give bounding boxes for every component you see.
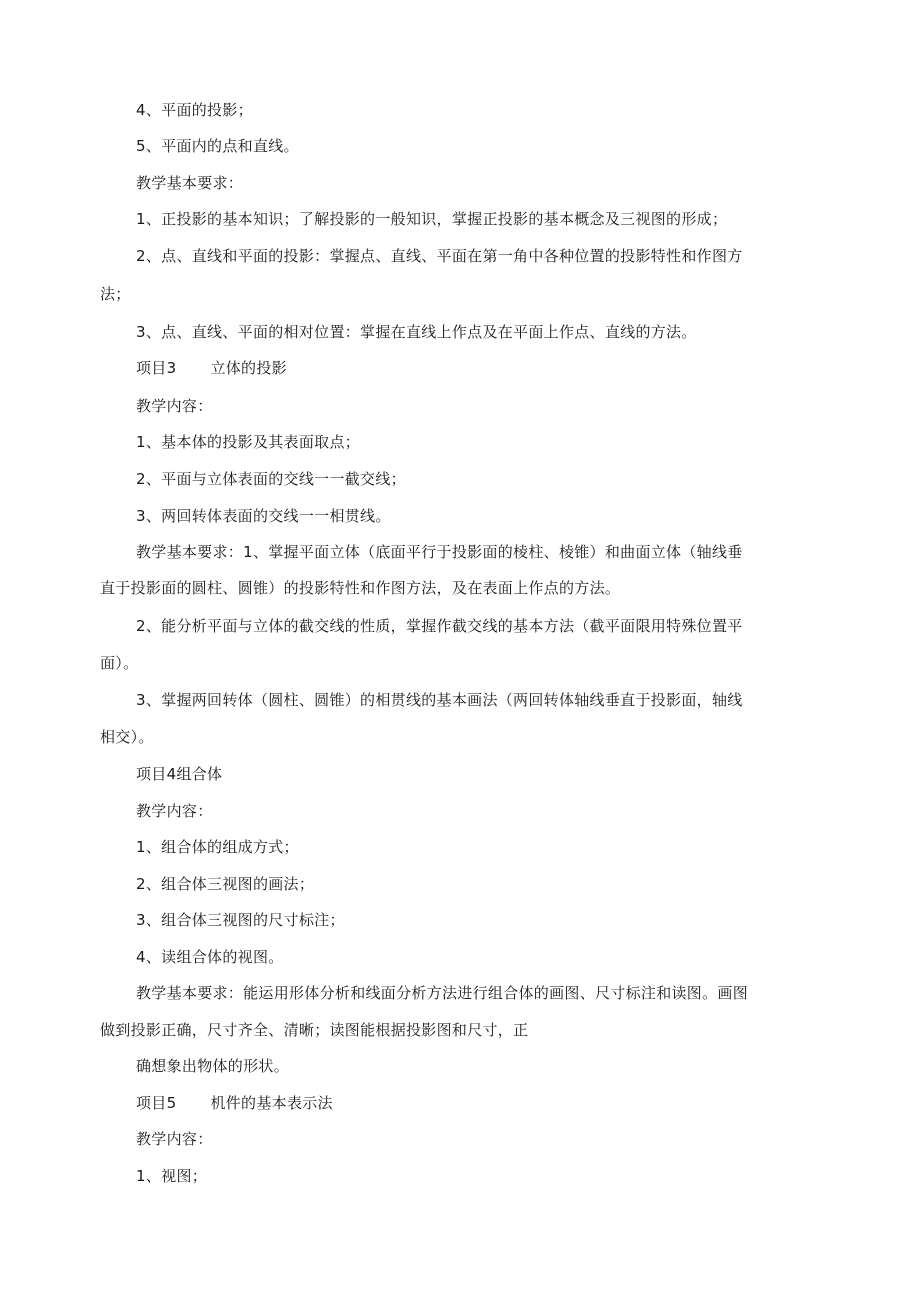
project-heading-5 (136, 1093, 816, 1113)
text-line: 1、组合体的组成方式； (136, 838, 299, 856)
text-line: 确想象出物体的形状。 (136, 1057, 290, 1075)
text-line: 1、基本体的投影及其表面取点； (136, 433, 361, 451)
text-line: 教学基本要求：能运用形体分析和线面分析方法进行组合体的画图、尺寸标注和读图。画图 (136, 984, 749, 1002)
project-heading-3 (136, 358, 816, 378)
text-line-continuation: 法； (100, 285, 131, 303)
text-line: 2、组合体三视图的画法； (136, 875, 315, 893)
text-line-continuation: 做到投影正确，尺寸齐全、清晰；读图能根据投影图和尺寸，正 (100, 1021, 529, 1039)
project-title: 立体的投影 (210, 359, 287, 377)
text-line: 4、读组合体的视图。 (136, 948, 284, 966)
project-heading-4: 项目4组合体 (136, 765, 223, 783)
text-line: 1、视图； (136, 1167, 208, 1185)
text-line: 教学基本要求：1、掌握平面立体（底面平行于投影面的棱柱、棱锥）和曲面立体（轴线垂 (136, 543, 743, 561)
text-line-continuation: 面）。 (100, 654, 139, 672)
text-line: 3、两回转体表面的交线一一相贯线。 (136, 507, 391, 525)
section-heading: 教学内容： (136, 1130, 213, 1148)
text-line-continuation: 相交）。 (100, 728, 154, 746)
text-line: 2、点、直线和平面的投影：掌握点、直线、平面在第一角中各种位置的投影特性和作图方 (136, 247, 743, 265)
text-line: 3、组合体三视图的尺寸标注； (136, 911, 345, 929)
project-title: 机件的基本表示法 (210, 1094, 333, 1112)
text-line: 2、平面与立体表面的交线一一截交线； (136, 470, 406, 488)
text-line: 4、平面的投影； (136, 101, 253, 119)
text-line-continuation: 直于投影面的圆柱、圆锥）的投影特性和作图方法，及在表面上作点的方法。 (100, 579, 621, 597)
section-heading: 教学内容： (136, 802, 213, 820)
text-line: 3、点、直线、平面的相对位置：掌握在直线上作点及在平面上作点、直线的方法。 (136, 323, 697, 341)
text-line: 1、正投影的基本知识；了解投影的一般知识，掌握正投影的基本概念及三视图的形成； (136, 210, 728, 228)
text-line: 2、能分析平面与立体的截交线的性质，掌握作截交线的基本方法（截平面限用特殊位置平 (136, 617, 743, 635)
project-label: 项目3 (136, 359, 177, 377)
project-label: 项目5 (136, 1094, 177, 1112)
section-heading: 教学内容： (136, 397, 213, 415)
text-line: 5、平面内的点和直线。 (136, 137, 299, 155)
section-heading: 教学基本要求： (136, 174, 244, 192)
text-line: 3、掌握两回转体（圆柱、圆锥）的相贯线的基本画法（两回转体轴线垂直于投影面，轴线 (136, 691, 743, 709)
